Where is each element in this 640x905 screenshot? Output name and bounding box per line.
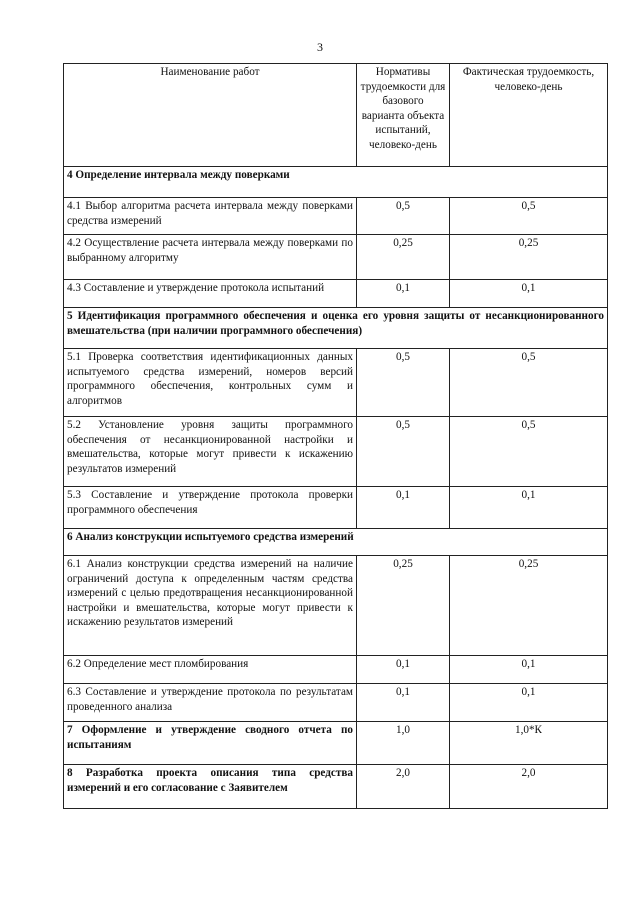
header-name: Наименование работ <box>64 64 357 167</box>
section-row <box>64 308 608 349</box>
table-row <box>64 722 608 765</box>
actual-value: 0,1 <box>450 487 608 529</box>
work-name: 4.1 Выбор алгоритма расчета интервала между поверками средства измерений <box>64 198 357 235</box>
work-name: 4.3 Составление и утверждение протокола испытаний <box>64 280 357 308</box>
work-name: 5.3 Составление и утверждение протокола проверки программного обеспечения <box>64 487 357 529</box>
header-normative: Нормативы трудоемкости для базового варианта объекта испытаний, человеко-день <box>357 64 450 167</box>
actual-value: 0,5 <box>450 349 608 417</box>
table-row <box>64 556 608 656</box>
actual-value: 0,1 <box>450 280 608 308</box>
work-name: 8 Разработка проекта описания типа средства измерений и его согласование с Заявителем <box>64 765 357 809</box>
page-number: 3 <box>317 40 323 54</box>
table-row <box>64 487 608 529</box>
section-row <box>64 529 608 556</box>
section-title: 5 Идентификация программного обеспечения и оценка его уровня защиты от несанкционированного вмешательства (при наличии программного обеспечения) <box>64 308 608 349</box>
section-title: 6 Анализ конструкции испытуемого средства измерений <box>64 529 608 556</box>
work-name: 7 Оформление и утверждение сводного отчета по испытаниям <box>64 722 357 765</box>
normative-value: 2,0 <box>357 765 450 809</box>
work-name: 6.2 Определение мест пломбирования <box>64 656 357 684</box>
table-row <box>64 198 608 235</box>
normative-value: 0,5 <box>357 417 450 487</box>
actual-value: 2,0 <box>450 765 608 809</box>
normative-value: 0,1 <box>357 656 450 684</box>
work-name: 6.1 Анализ конструкции средства измерений на наличие ограничений доступа к определенным частям средства измерений с целью предотвращения несанкционированной настройки и вмешательства, которые могут привести к искажению результатов измерений <box>64 556 357 656</box>
labor-norms-table <box>63 63 608 809</box>
actual-value: 0,1 <box>450 684 608 722</box>
table-row <box>64 656 608 684</box>
work-name: 4.2 Осуществление расчета интервала между поверками по выбранному алгоритму <box>64 235 357 280</box>
normative-value: 1,0 <box>357 722 450 765</box>
table-row <box>64 684 608 722</box>
normative-value: 0,1 <box>357 487 450 529</box>
actual-value: 0,1 <box>450 656 608 684</box>
normative-value: 0,1 <box>357 684 450 722</box>
table-row <box>64 417 608 487</box>
work-name: 5.2 Установление уровня защиты программного обеспечения от несанкционированной настройки и вмешательства, которые могут привести к искажению результатов измерений <box>64 417 357 487</box>
actual-value: 0,25 <box>450 556 608 656</box>
work-name: 5.1 Проверка соответствия идентификационных данных испытуемого средства измерений, номеров версий программного обеспечения, контрольных сумм и алгоритмов <box>64 349 357 417</box>
normative-value: 0,5 <box>357 198 450 235</box>
header-actual: Фактическая трудоемкость, человеко-день <box>450 64 608 167</box>
actual-value: 0,5 <box>450 198 608 235</box>
normative-value: 0,5 <box>357 349 450 417</box>
table-row <box>64 349 608 417</box>
normative-value: 0,25 <box>357 235 450 280</box>
table-header-row <box>64 64 608 167</box>
work-name: 6.3 Составление и утверждение протокола по результатам проведенного анализа <box>64 684 357 722</box>
table-row <box>64 235 608 280</box>
table-row <box>64 280 608 308</box>
normative-value: 0,25 <box>357 556 450 656</box>
actual-value: 0,25 <box>450 235 608 280</box>
normative-value: 0,1 <box>357 280 450 308</box>
actual-value: 1,0*К <box>450 722 608 765</box>
section-title: 4 Определение интервала между поверками <box>64 167 608 198</box>
section-row <box>64 167 608 198</box>
actual-value: 0,5 <box>450 417 608 487</box>
table-row <box>64 765 608 809</box>
